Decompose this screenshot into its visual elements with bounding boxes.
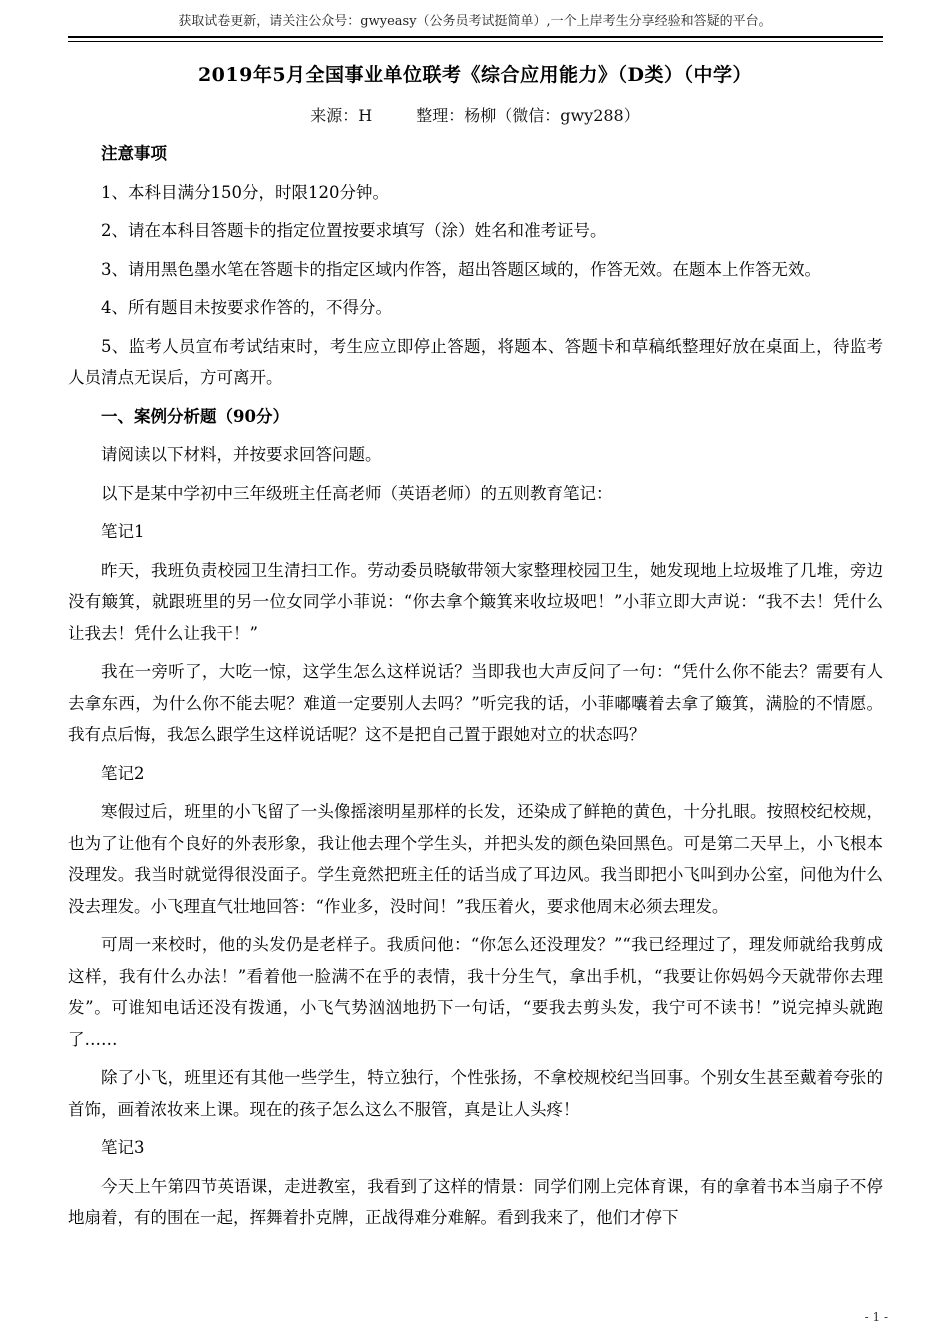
- header-rule-thick: [68, 36, 883, 38]
- top-notice: 获取试卷更新，请关注公众号：gwyeasy（公务员考试挺简单）,一个上岸考生分享经验和答疑的平台。: [178, 14, 772, 29]
- section-lead: 以下是某中学初中三年级班主任高老师（英语老师）的五则教育笔记：: [101, 483, 613, 503]
- notice-item: 2、请在本科目答题卡的指定位置按要求填写（涂）姓名和准考证号。: [101, 221, 607, 240]
- section-heading: 一、案例分析题（90分）: [101, 406, 289, 426]
- notice-item: 5、监考人员宣布考试结束时，考生应立即停止答题，将题本、答题卡和草稿纸整理好放在桌面上，待监考人员清点无误后，方可离开。: [68, 336, 883, 387]
- notice-heading: 注意事项: [101, 144, 167, 163]
- section-intro: 请阅读以下材料，并按要求回答问题。: [101, 445, 382, 464]
- document-title: 2019年5月全国事业单位联考《综合应用能力》（D类）（中学）: [197, 64, 753, 86]
- source-line: [0, 103, 950, 126]
- source-label: 来源：H: [310, 106, 373, 125]
- paragraph: 今天上午第四节英语课，走进教室，我看到了这样的情景：同学们刚上完体育课，有的拿着书本当扇子不停地扇着，有的围在一起，挥舞着扑克牌，正战得难分难解。看到我来了，他们才停下: [68, 1176, 883, 1227]
- paragraph: 昨天，我班负责校园卫生清扫工作。劳动委员晓敏带领大家整理校园卫生，她发现地上垃圾堆了几堆，旁边没有簸箕，就跟班里的另一位女同学小菲说：“你去拿个簸箕来收垃圾吧！”小菲立即大声说：“我不去！凭什么让我去！凭什么让我干！”: [68, 560, 883, 643]
- organizer-label: 整理：杨柳（微信：gwy288）: [416, 106, 640, 125]
- paragraph: 除了小飞，班里还有其他一些学生，特立独行，个性张扬，不拿校规校纪当回事。个别女生甚至戴着夸张的首饰，画着浓妆来上课。现在的孩子怎么这么不服管，真是让人头疼！: [68, 1068, 883, 1119]
- note-title: 笔记1: [101, 522, 145, 541]
- paragraph: 寒假过后，班里的小飞留了一头像摇滚明星那样的长发，还染成了鲜艳的黄色，十分扎眼。按照校纪校规，也为了让他有个良好的外表形象，我让他去理个学生头，并把头发的颜色染回黑色。可是第二天早上，小飞根本没理发。我当时就觉得很没面子。学生竟然把班主任的话当成了耳边风。我当即把小飞叫到办公室，问他为什么没去理发。小飞理直气壮地回答：“作业多，没时间！”我压着火，要求他周末必须去理发。: [68, 802, 883, 916]
- note-title: 笔记2: [101, 763, 145, 783]
- header-rule-thin: [68, 41, 883, 42]
- document-body: [68, 138, 883, 1234]
- note-title: 笔记3: [101, 1138, 145, 1157]
- page-number: - 1 -: [864, 1310, 888, 1324]
- notice-item: 1、本科目满分150分，时限120分钟。: [101, 182, 389, 202]
- notice-item: 4、所有题目未按要求作答的，不得分。: [101, 298, 392, 317]
- paragraph: 我在一旁听了，大吃一惊，这学生怎么这样说话？当即我也大声反问了一句：“凭什么你不能去？需要有人去拿东西，为什么你不能去呢？难道一定要别人去吗？”听完我的话，小菲嘟囔着去拿了簸箕，满脸的不情愿。我有点后悔，我怎么跟学生这样说话呢？这不是把自己置于跟她对立的状态吗？: [68, 662, 883, 744]
- notice-item: 3、请用黑色墨水笔在答题卡的指定区域内作答，超出答题区域的，作答无效。在题本上作答无效。: [101, 259, 821, 279]
- paragraph: 可周一来校时，他的头发仍是老样子。我质问他：“你怎么还没理发？”“我已经理过了，理发师就给我剪成这样，我有什么办法！”看着他一脸满不在乎的表情，我十分生气，拿出手机，“我要让你妈妈今天就带你去理发”。可谁知电话还没有拨通，小飞气势汹汹地扔下一句话，“要我去剪头发，我宁可不读书！”说完掉头就跑了……: [68, 935, 883, 1049]
